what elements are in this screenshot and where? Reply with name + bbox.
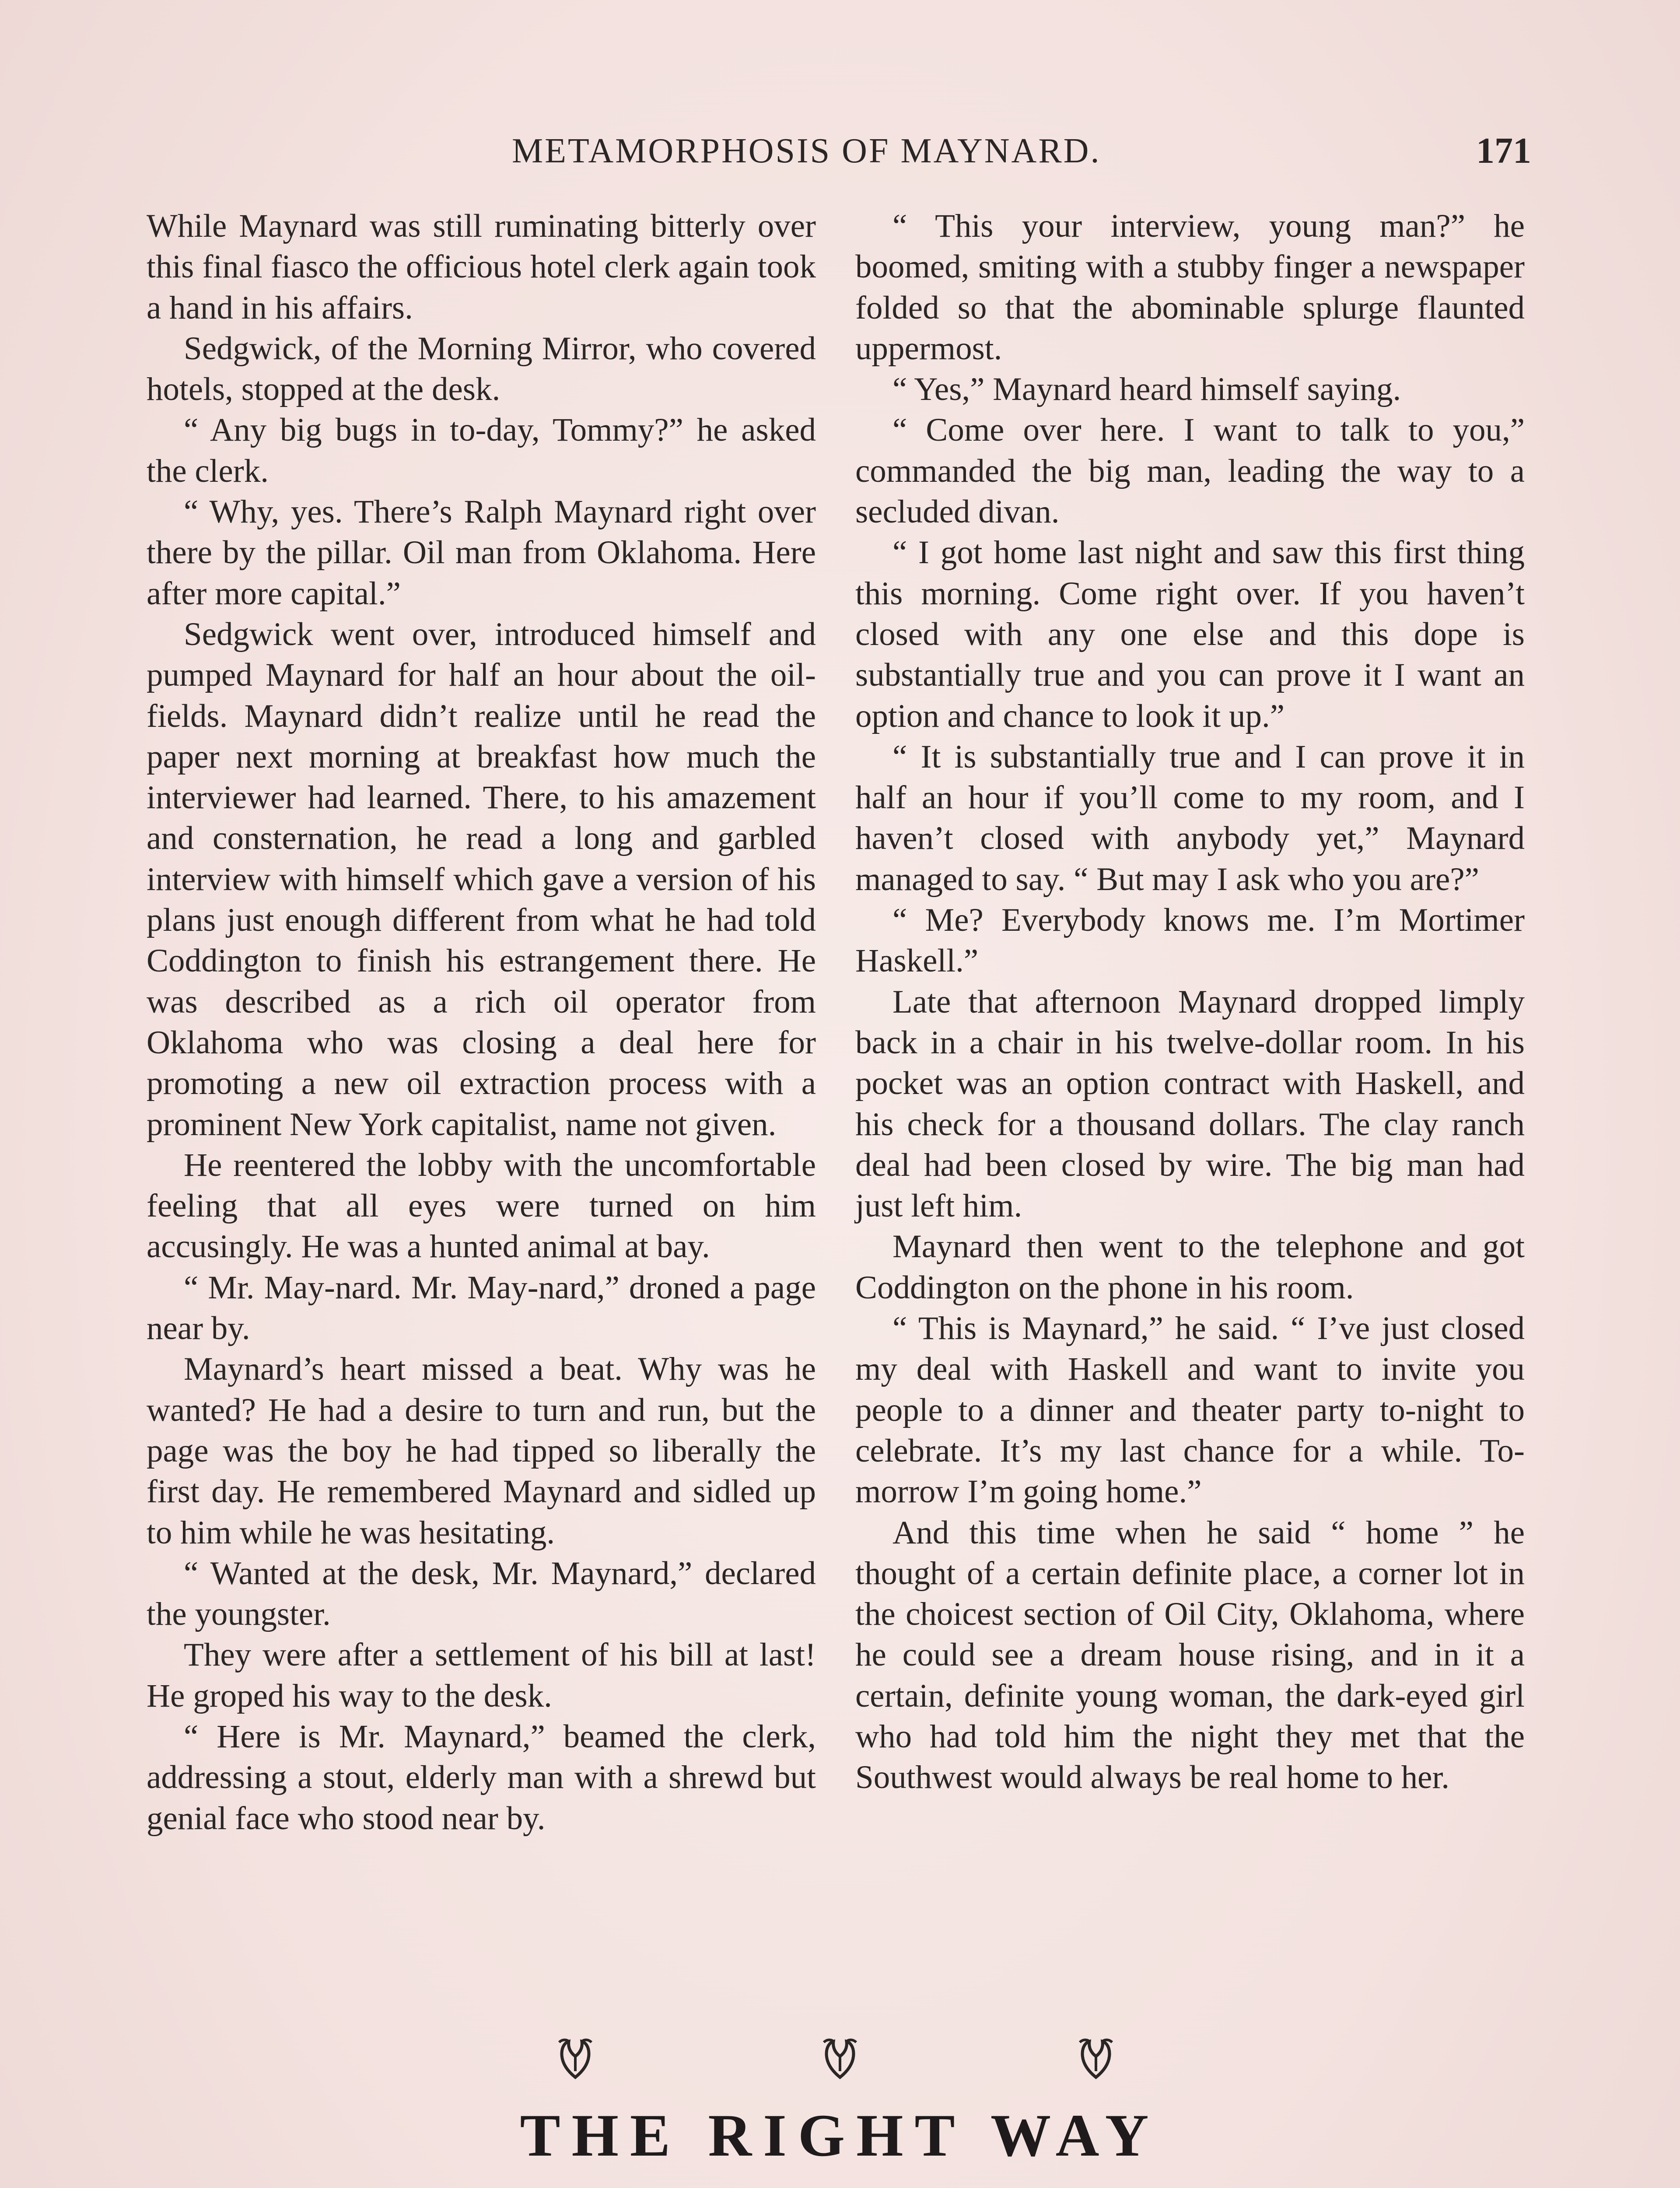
paragraph: “ Yes,” Maynard heard himself saying. <box>892 371 1401 408</box>
header-title: METAMORPHOSIS OF MAYNARD. <box>512 132 1101 170</box>
paragraph: They were after a settlement of his bill at last! He groped his way to the desk. <box>147 1637 816 1714</box>
paragraph: “ It is substantially true and I can prove it in half an hour if you’ll come to my room, and I haven’t closed with anybody yet,” Maynard managed to say. “ But may I ask who you are?” <box>855 738 1525 898</box>
paragraph: “ Here is Mr. Maynard,” beamed the clerk, addressing a stout, elderly man with a shrewd but genial face who stood near by. <box>147 1718 816 1837</box>
left-column <box>147 206 816 1839</box>
paragraph: “ I got home last night and saw this first thing this morning. Come right over. If you haven’t closed with any one else and this dope is substantially true and you can prove it I want an option and chance to look it up.” <box>855 534 1525 734</box>
paragraph: “ This is Maynard,” he said. “ I’ve just closed my deal with Haskell and want to invite you people to a dinner and theater party to-night to celebrate. It’s my last chance for a while. To-morrow I’m going home.” <box>855 1310 1525 1510</box>
paragraph: “ Me? Everybody knows me. I’m Mortimer Haskell.” <box>855 902 1525 979</box>
paragraph: “ Come over here. I want to talk to you,” commanded the big man, leading the way to a secluded divan. <box>855 412 1525 530</box>
paragraph: Sedgwick, of the Morning Mirror, who covered hotels, stopped at the desk. <box>147 330 816 408</box>
right-column <box>855 206 1525 1798</box>
running-header <box>512 127 1531 175</box>
paragraph: “ Wanted at the desk, Mr. Maynard,” declared the youngster. <box>147 1555 816 1633</box>
paragraph: And this time when he said “ home ” he thought of a certain definite place, a corner lot in the choicest section of Oil City, Oklahoma, where he could see a dream house rising, and in it a certain, definite young woman, the dark-eyed girl who had told him the night they met that the Southwest would always be real home to her. <box>855 1514 1525 1796</box>
ornament-divider <box>503 2037 1203 2085</box>
tulip-fleuron-icon <box>1076 2037 1116 2081</box>
paragraph: “ Mr. May-nard. Mr. May-nard,” droned a page near by. <box>147 1269 816 1347</box>
paragraph: “ This your interview, young man?” he boomed, smiting with a stubby finger a newspaper folded so that the abominable splurge flaunted uppermost. <box>855 208 1525 367</box>
paragraph: “ Any big bugs in to-day, Tommy?” he asked the clerk. <box>147 412 816 489</box>
paragraph: Late that afternoon Maynard dropped limply back in a chair in his twelve-dollar room. In his pocket was an option contract with Haskell, and his check for a thousand dollars. The clay ranch deal had been closed by wire. The big man had just left him. <box>855 983 1525 1224</box>
paragraph: While Maynard was still ruminating bitterly over this final fiasco the officious hotel clerk again took a hand in his affairs. <box>147 208 816 326</box>
page-number: 171 <box>1476 130 1531 171</box>
tulip-fleuron-icon <box>820 2037 860 2081</box>
poem-title: THE RIGHT WAY <box>520 2102 1160 2169</box>
paragraph: Maynard then went to the telephone and got Coddington on the phone in his room. <box>855 1228 1525 1306</box>
paragraph: Maynard’s heart missed a beat. Why was he wanted? He had a desire to turn and run, but the page was the boy he had tipped so liberally the first day. He remembered Maynard and sidled up to him while he was hesitating. <box>147 1351 816 1551</box>
tulip-fleuron-icon <box>556 2037 595 2081</box>
paragraph: “ Why, yes. There’s Ralph Maynard right over there by the pillar. Oil man from Oklahoma. Here after more capital.” <box>147 494 816 612</box>
paragraph: He reentered the lobby with the uncomfortable feeling that all eyes were turned on him accusingly. He was a hunted animal at bay. <box>147 1147 816 1265</box>
paragraph: Sedgwick went over, introduced himself and pumped Maynard for half an hour about the oil-fields. Maynard didn’t realize until he read the paper next morning at breakfast how much the interviewer had learned. There, to his amazement and consternation, he read a long and garbled interview with himself which gave a version of his plans just enough different from what he had told Coddington to finish his estrangement there. He was described as a rich oil operator from Oklahoma who was closing a deal here for promoting a new oil extraction process with a prominent New York capitalist, name not given. <box>147 616 816 1143</box>
